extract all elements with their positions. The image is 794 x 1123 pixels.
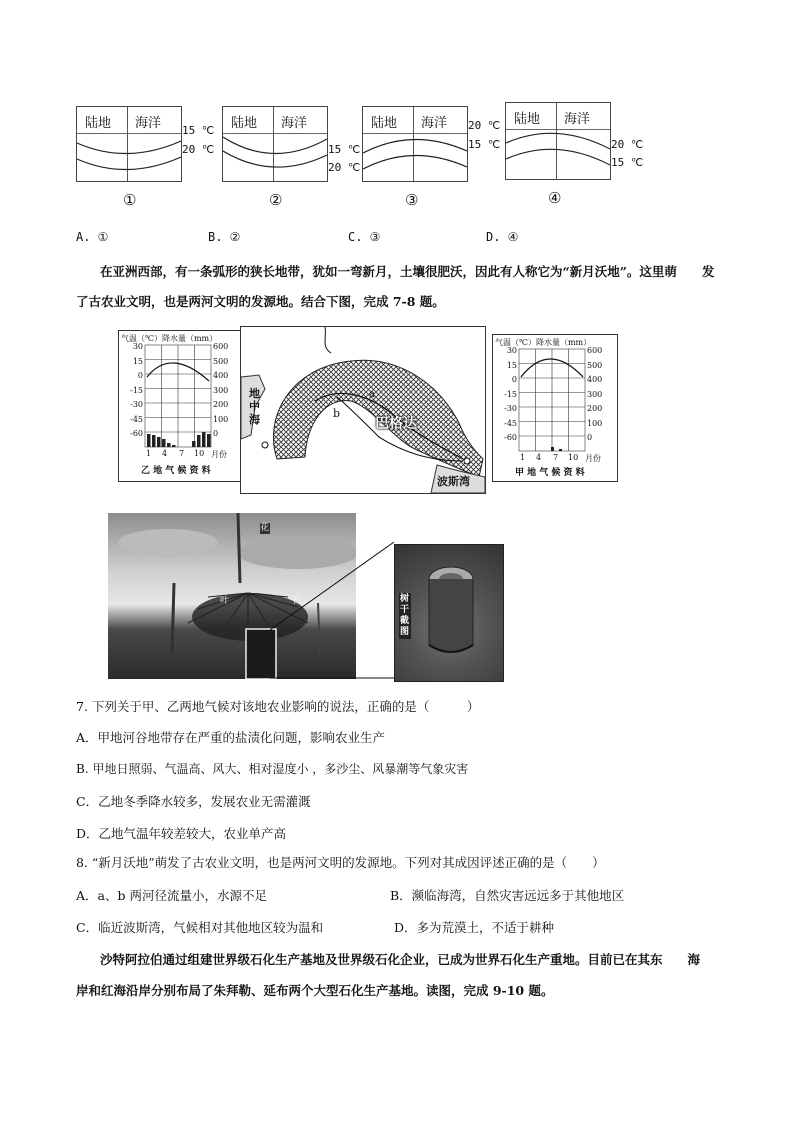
isotherm-curves xyxy=(77,133,181,181)
intro-paragraph-2-line2: 岸和红海沿岸分别布局了朱拜勒、延布两个大型石化生产基地。读图，完成 9-10 题。 xyxy=(76,983,554,998)
river-a-label: a xyxy=(369,389,375,400)
panel-land-label: 陆地 xyxy=(231,116,258,131)
x-tick: 7 xyxy=(179,449,185,458)
panel-land-label: 陆地 xyxy=(371,116,398,131)
zoom-connector-lines xyxy=(270,540,400,680)
isotherm-bottom-label: 15 ℃ xyxy=(468,138,501,151)
x-tick: 1 xyxy=(146,449,152,458)
option-a: A. ① xyxy=(76,230,109,244)
intro-paragraph-2-line1: 沙特阿拉伯通过组建世界级石化生产基地及世界级石化企业，已成为世界石化生产重地。目前已在其东 海 xyxy=(100,952,701,967)
isotherm-curves xyxy=(363,133,467,181)
question-8-option-a: A．a、b 两河径流量小，水源不足 xyxy=(76,888,267,903)
isotherm-panel-3 xyxy=(362,106,468,182)
persian-gulf-label: 波斯湾 xyxy=(437,475,470,488)
trunk-section-label: 树干截图 xyxy=(400,594,410,637)
panel-number: ③ xyxy=(405,191,419,209)
isotherm-panel-2 xyxy=(222,106,328,182)
x-tick: 1 xyxy=(520,453,526,462)
panel-number: ④ xyxy=(548,189,562,207)
isotherm-bottom-label: 20 ℃ xyxy=(328,161,361,174)
option-d: D. ④ xyxy=(486,230,519,244)
y-axis-right: 600 500 400 300 200 100 0 xyxy=(213,342,229,438)
isotherm-top-label: 20 ℃ xyxy=(611,138,644,151)
trunk-section-svg xyxy=(395,545,503,681)
isotherm-top-label: 20 ℃ xyxy=(468,119,501,132)
isotherm-panel-4 xyxy=(505,102,611,180)
isotherm-curves xyxy=(223,133,327,181)
isotherm-curves xyxy=(506,129,610,179)
panel-number: ① xyxy=(123,191,137,209)
river-b-label: b xyxy=(333,407,341,420)
option-b: B. ② xyxy=(208,230,241,244)
question-8-option-c: C．临近波斯湾，气候相对其他地区较为温和 xyxy=(76,920,324,935)
chart-title: 气温（℃）降水量（mm） xyxy=(121,334,218,343)
y-axis-left: 30 15 0 -15 -30 -45 -60 xyxy=(130,342,143,438)
x-tick: 4 xyxy=(536,453,542,462)
intro-paragraph-line1: 在亚洲西部，有一条弧形的狭长地带，犹如一弯新月，土壤很肥沃，因此有人称它为“新月沃地”。这里萌 发 xyxy=(100,264,715,279)
panel-ocean-label: 海洋 xyxy=(135,116,162,131)
question-7-option-a: A．甲地河谷地带存在严重的盐渍化问题，影响农业生产 xyxy=(76,730,386,745)
question-8-option-b: B．濒临海湾，自然灾害远远多于其他地区 xyxy=(390,888,625,903)
intro-paragraph-line2: 了古农业文明，也是两河文明的发源地。结合下图，完成 7-8 题。 xyxy=(76,294,445,309)
question-7-option-d: D．乙地气温年较差较大，农业单产高 xyxy=(76,826,287,841)
question-7-option-b: B. 甲地日照弱、气温高、风大、相对湿度小 ，多沙尘、风暴潮等气象灾害 xyxy=(76,762,469,776)
chart-caption: 甲 地 气 候 资 料 xyxy=(515,468,585,478)
question-7-stem: 7. 下列关于甲、乙两地气候对该地农业影响的说法，正确的是（ ） xyxy=(76,699,480,714)
question-7-option-c: C．乙地冬季降水较多，发展农业无需灌溉 xyxy=(76,794,311,809)
mediterranean-label: 地中海 xyxy=(249,387,260,426)
panel-land-label: 陆地 xyxy=(85,116,112,131)
climate-chart-jia xyxy=(492,334,618,482)
x-tick: 10 xyxy=(568,453,579,462)
isotherm-panel-1 xyxy=(76,106,182,182)
isotherm-bottom-label: 20 ℃ xyxy=(182,143,215,156)
crescent-map-svg xyxy=(241,327,485,493)
panel-ocean-label: 海洋 xyxy=(281,116,308,131)
trunk-section-photo xyxy=(394,544,504,682)
flower-label: 花 xyxy=(260,523,270,533)
question-8-option-d: D．多为荒漠土，不适于耕种 xyxy=(394,920,555,935)
panel-land-label: 陆地 xyxy=(514,112,541,127)
x-unit: 月份 xyxy=(211,450,227,459)
chart-title: 气温（℃）降水量（mm） xyxy=(495,338,592,347)
fertile-crescent-figure xyxy=(118,326,618,494)
chart-caption: 乙 地 气 候 资 料 xyxy=(141,466,211,476)
panel-ocean-label: 海洋 xyxy=(421,116,448,131)
isotherm-bottom-label: 15 ℃ xyxy=(611,156,644,169)
option-c: C. ③ xyxy=(348,230,381,244)
climate-chart-yi xyxy=(118,330,244,482)
stem-label: 干 xyxy=(290,596,300,606)
x-tick: 7 xyxy=(553,453,559,462)
x-unit: 月份 xyxy=(585,454,601,463)
x-tick: 4 xyxy=(162,449,168,458)
x-tick: 10 xyxy=(194,449,205,458)
panel-number: ② xyxy=(269,191,283,209)
crescent-map xyxy=(240,326,486,494)
y-axis-left: 30 15 0 -15 -30 -45 -60 xyxy=(504,346,517,442)
question-8-stem: 8. “新月沃地”萌发了古农业文明，也是两河文明的发源地。下列对其成因评述正确的是（ ） xyxy=(76,855,605,870)
panel-ocean-label: 海洋 xyxy=(564,112,591,127)
isotherm-top-label: 15 ℃ xyxy=(182,124,215,137)
leaf-label: 叶 xyxy=(220,596,230,606)
isotherm-top-label: 15 ℃ xyxy=(328,143,361,156)
y-axis-right: 600 500 400 300 200 100 0 xyxy=(587,346,603,442)
baghdad-label: 巴格达 xyxy=(375,416,417,432)
